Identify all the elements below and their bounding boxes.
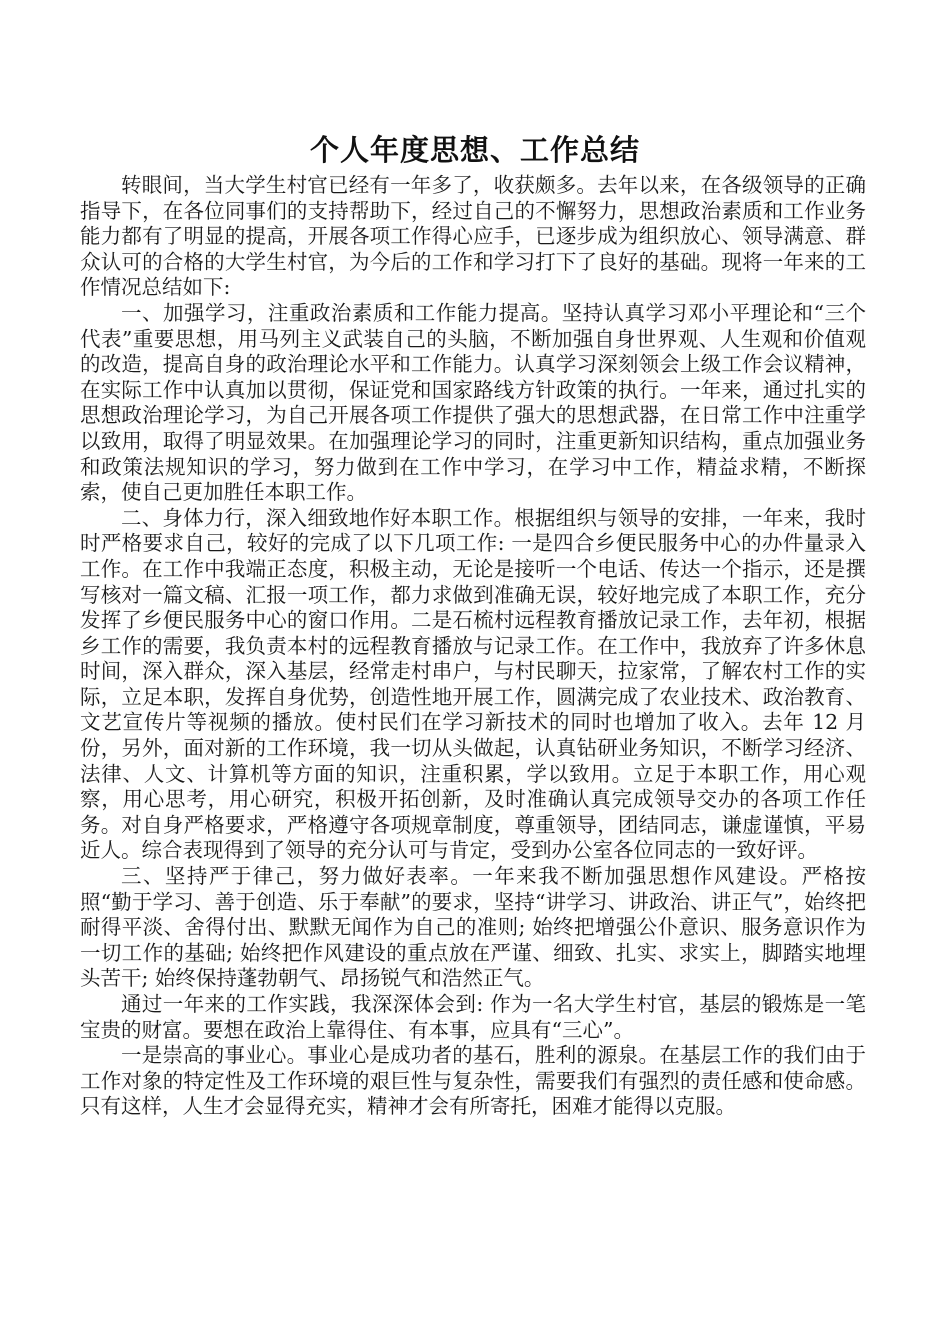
paragraph-discipline: 三、坚持严于律己，努力做好表率。一年来我不断加强思想作风建设。严格按照“勤于学习、善于创造、乐于奉献”的要求，坚持“讲学习、讲政治、讲正气”，始终把耐得平淡、舍得付出、默默无闻作为自己的准则; 始终把增强公仆意识、服务意识作为一切工作的基础; 始终把作风建设的重点放在严谨、细致、扎实、求实上，脚踏实地埋头苦干; 始终保持蓬勃朝气、昂扬锐气和浩然正气。 [80, 864, 866, 991]
paragraph-intro: 转眼间，当大学生村官已经有一年多了，收获颇多。去年以来，在各级领导的正确指导下，在各位同事们的支持帮助下，经过自己的不懈努力，思想政治素质和工作业务能力都有了明显的提高，开展各项工作得心应手，已逐步成为组织放心、领导满意、群众认可的合格的大学生村官，为今后的工作和学习打下了良好的基础。现将一年来的工作情况总结如下: [80, 173, 866, 300]
paragraph-duties: 二、身体力行，深入细致地作好本职工作。根据组织与领导的安排，一年来，我时时严格要求自己，较好的完成了以下几项工作: 一是四合乡便民服务中心的办件量录入工作。在工作中我端正态度，积极主动，无论是接听一个电话、传达一个指示，还是撰写核对一篇文稿、汇报一项工作，都力求做到准确无误，较好地完成了本职工作，充分发挥了乡便民服务中心的窗口作用。二是石梳村远程教育播放记录工作，去年初，根据乡工作的需要，我负责本村的远程教育播放与记录工作。在工作中，我放弃了许多休息时间，深入群众，深入基层，经常走村串户，与村民聊天，拉家常，了解农村工作的实际，立足本职，发挥自身优势，创造性地开展工作，圆满完成了农业技术、政治教育、文艺宣传片等视频的播放。使村民们在学习新技术的同时也增加了收入。去年 12 月份，另外，面对新的工作环境，我一切从头做起，认真钻研业务知识，不断学习经济、法律、人文、计算机等方面的知识，注重积累，学以致用。立足于本职工作，用心观察，用心思考，用心研究，积极开拓创新，及时准确认真完成领导交办的各项工作任务。对自身严格要求，严格遵守各项规章制度，尊重领导，团结同志，谦虚谨慎，平易近人。综合表现得到了领导的充分认可与肯定，受到办公室各位同志的一致好评。 [80, 505, 866, 863]
paragraph-study: 一、加强学习，注重政治素质和工作能力提高。坚持认真学习邓小平理论和“三个代表”重要思想，用马列主义武装自己的头脑，不断加强自身世界观、人生观和价值观的改造，提高自身的政治理论水平和工作能力。认真学习深刻领会上级工作会议精神，在实际工作中认真加以贯彻，保证党和国家路线方针政策的执行。一年来，通过扎实的思想政治理论学习，为自己开展各项工作提供了强大的思想武器，在日常工作中注重学以致用，取得了明显效果。在加强理论学习的同时，注重更新知识结构，重点加强业务和政策法规知识的学习，努力做到在工作中学习，在学习中工作，精益求精，不断探索，使自己更加胜任本职工作。 [80, 300, 866, 505]
paragraph-reflection: 通过一年来的工作实践，我深深体会到: 作为一名大学生村官，基层的锻炼是一笔宝贵的财富。要想在政治上靠得住、有本事，应具有“三心”。 [80, 992, 866, 1042]
paragraph-dedication: 一是崇高的事业心。事业心是成功者的基石，胜利的源泉。在基层工作的我们由于工作对象的特定性及工作环境的艰巨性与复杂性，需要我们有强烈的责任感和使命感。只有这样，人生才会显得充实，精神才会有所寄托，困难才能得以克服。 [80, 1043, 866, 1119]
document-title: 个人年度思想、工作总结 [309, 133, 640, 167]
document-body [80, 173, 866, 1120]
